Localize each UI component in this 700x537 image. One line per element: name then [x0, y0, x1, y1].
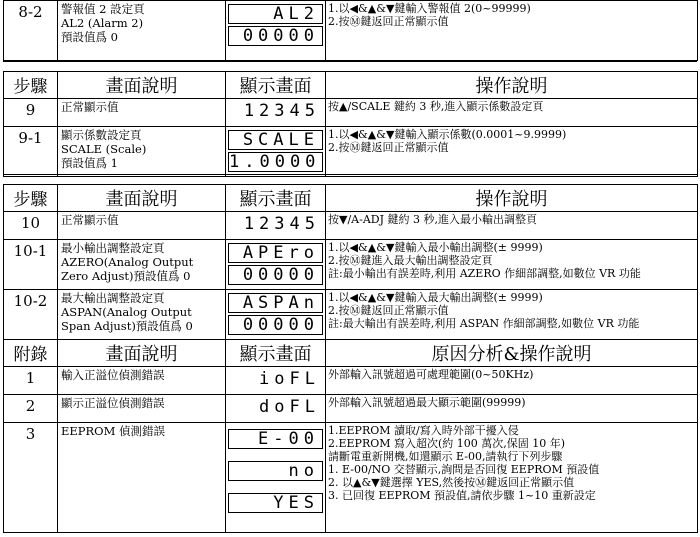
step-number: 10: [4, 212, 58, 240]
table-row: [4, 127, 698, 177]
segment-display: 00000: [228, 265, 323, 285]
header-operation: 操作說明: [326, 185, 698, 212]
appendix-number: 1: [4, 367, 58, 395]
operation-description: 外部輸入訊號超過最大顯示範圍(99999): [326, 395, 698, 423]
display-screen: [226, 127, 326, 177]
step-number: 10-1: [4, 240, 58, 290]
table-header: [4, 72, 698, 99]
header-display: 顯示畫面: [226, 340, 326, 367]
segment-display: AL2: [228, 4, 323, 24]
appendix-number: 3: [4, 423, 58, 533]
header-appendix: 附錄: [4, 340, 58, 367]
step-number: 9-1: [4, 127, 58, 177]
display-screen: [226, 240, 326, 290]
segment-display: doFL: [259, 397, 320, 417]
table-analog-output: [3, 184, 698, 533]
operation-description: 外部輸入訊號超過可處理範圍(0~50KHz): [326, 367, 698, 395]
display-screen: [226, 395, 326, 423]
segment-display: SCALE: [228, 130, 323, 150]
segment-display: E-00: [228, 429, 323, 449]
screen-description: 正常顯示值: [58, 212, 226, 240]
segment-display: 12345: [243, 214, 320, 234]
header-operation: 操作說明: [326, 72, 698, 99]
table-row: [4, 1, 698, 61]
header-display: 顯示畫面: [226, 185, 326, 212]
operation-description: 按▼/A-ADJ 鍵約 3 秒,進入最小輸出調整頁: [326, 212, 698, 240]
screen-description: EEPROM 偵測錯誤: [58, 423, 226, 533]
operation-description: 1.以◀&▲&▼鍵輸入最大輸出調整(± 9999) 2.按Ⓜ鍵返回正常顯示值 註:最大輸出有誤差時,利用 ASPAN 作細部調整,如數位 VR 功能: [326, 290, 698, 340]
display-screen: [226, 290, 326, 340]
table-header: [4, 185, 698, 212]
segment-display: 1.0000: [228, 152, 323, 172]
screen-description: 最大輸出調整設定頁 ASPAN(Analog Output Span Adjust)預設值爲 0: [58, 290, 226, 340]
header-description: 畫面說明: [58, 340, 226, 367]
table-row: [4, 423, 698, 533]
display-screen: [226, 423, 326, 533]
operation-description: 按▲/SCALE 鍵約 3 秒,進入顯示係數設定頁: [326, 99, 698, 127]
table-row: [4, 99, 698, 127]
header-step: 步驟: [4, 185, 58, 212]
step-number: 10-2: [4, 290, 58, 340]
appendix-number: 2: [4, 395, 58, 423]
table-header: [4, 340, 698, 367]
display-screen: [226, 212, 326, 240]
display-screen: [226, 99, 326, 127]
screen-description: 最小輸出調整設定頁 AZERO(Analog Output Zero Adjust)預設值爲 0: [58, 240, 226, 290]
segment-display: ASPAn: [228, 293, 323, 313]
operation-description: 1.EEPROM 讀取/寫入時外部干擾入侵 2.EEPROM 寫入超次(約 100 萬次,保固 10 年) 請斷電重新開機,如還顯示 E-00,請執行下列步驟 1. E-00/NO 交替顯示,詢問是否回復 EEPROM 預設值 2. 以▲&▼鍵選擇 YES,然後按Ⓜ鍵返回正常顯示值 3. 已回復 EEPROM 預設值,請依步驟 1~10 重新設定: [326, 423, 698, 533]
table-row: [4, 290, 698, 340]
table-scale: [3, 71, 698, 177]
screen-description: 輸入正溢位偵測錯誤: [58, 367, 226, 395]
segment-display: no: [228, 461, 323, 481]
segment-display: APEro: [228, 243, 323, 263]
header-cause-operation: 原因分析&操作說明: [326, 340, 698, 367]
screen-description: 顯示正溢位偵測錯誤: [58, 395, 226, 423]
segment-display: 00000: [228, 26, 323, 46]
display-screen: [226, 367, 326, 395]
step-number: 9: [4, 99, 58, 127]
header-display: 顯示畫面: [226, 72, 326, 99]
table-row: [4, 212, 698, 240]
table-row: [4, 240, 698, 290]
operation-description: 1.以◀&▲&▼鍵輸入警報值 2(0~99999) 2.按Ⓜ鍵返回正常顯示值: [326, 1, 698, 61]
segment-display: 00000: [228, 315, 323, 335]
screen-description: 顯示係數設定頁 SCALE (Scale) 預設值爲 1: [58, 127, 226, 177]
table-row: [4, 367, 698, 395]
display-screen: [226, 1, 326, 61]
header-step: 步驟: [4, 72, 58, 99]
step-number: 8-2: [4, 1, 58, 61]
screen-description: 警報值 2 設定頁 AL2 (Alarm 2) 預設值爲 0: [58, 1, 226, 61]
segment-display: ioFL: [259, 369, 320, 389]
segment-display: 12345: [243, 101, 320, 121]
table-alarm2: [3, 0, 698, 61]
segment-display: YES: [228, 493, 323, 513]
operation-description: 1.以◀&▲&▼鍵輸入最小輸出調整(± 9999) 2.按Ⓜ鍵進入最大輸出調整設定頁 註:最小輸出有誤差時,利用 AZERO 作細部調整,如數位 VR 功能: [326, 240, 698, 290]
header-description: 畫面說明: [58, 185, 226, 212]
header-description: 畫面說明: [58, 72, 226, 99]
screen-description: 正常顯示值: [58, 99, 226, 127]
table-row: [4, 395, 698, 423]
operation-description: 1.以◀&▲&▼鍵輸入顯示係數(0.0001~9.9999) 2.按Ⓜ鍵返回正常顯示值: [326, 127, 698, 177]
